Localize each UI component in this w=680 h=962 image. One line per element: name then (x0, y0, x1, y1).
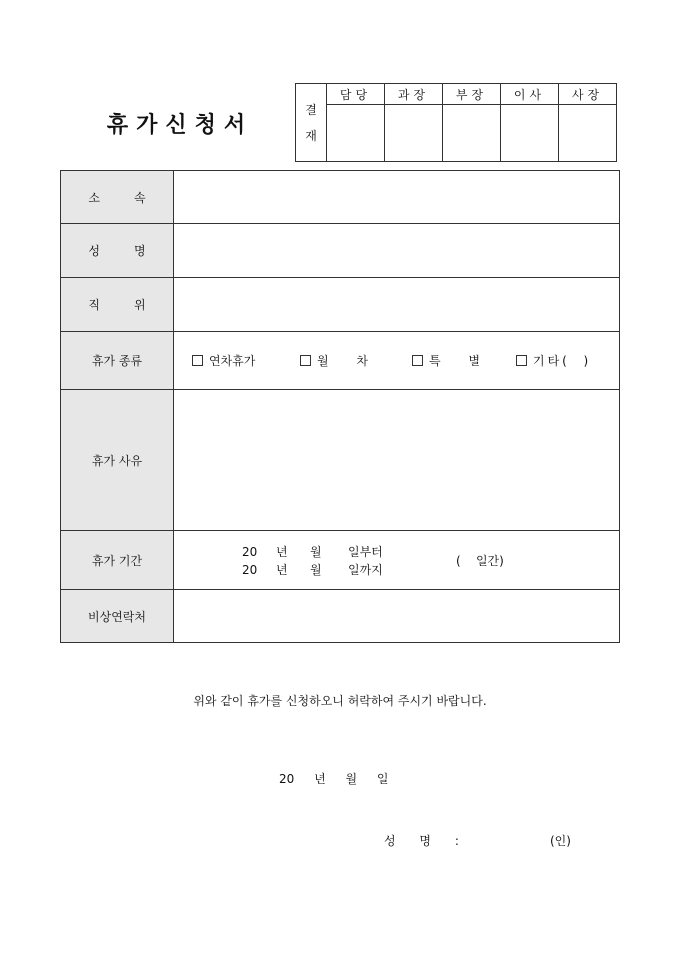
affiliation-field[interactable] (174, 171, 620, 224)
leave-type-special[interactable]: 특 별 (412, 352, 516, 369)
leave-type-label: 휴가 종류 (61, 332, 174, 390)
approval-col-director: 이사 (501, 84, 559, 105)
period-field[interactable] (174, 531, 620, 590)
checkbox-icon[interactable] (300, 355, 311, 366)
period-label: 휴가 기간 (61, 531, 174, 590)
emergency-contact-label: 비상연락처 (61, 590, 174, 643)
document-title: 휴가신청서 (106, 112, 254, 138)
signature-line (384, 832, 584, 849)
approval-col-staff: 담당 (327, 84, 385, 105)
application-date: 20 년 월 일 (279, 772, 389, 786)
period-from-line: 20 년 월 일부터 (242, 545, 383, 559)
position-label: 직위 (61, 278, 174, 332)
leave-type-other[interactable]: 기타( ) (516, 352, 591, 369)
affiliation-label: 소속 (61, 171, 174, 224)
position-field[interactable] (174, 278, 620, 332)
approval-table (295, 83, 617, 162)
leave-form-table (60, 170, 620, 643)
reason-label: 휴가 사유 (61, 390, 174, 531)
checkbox-icon[interactable] (192, 355, 203, 366)
approval-side-char-1: 결 (305, 102, 317, 117)
approval-sign-staff[interactable] (327, 105, 385, 162)
period-to-line: 20 년 월 일까지 (242, 563, 383, 577)
approval-col-section-chief: 과장 (385, 84, 443, 105)
checkbox-icon[interactable] (412, 355, 423, 366)
checkbox-icon[interactable] (516, 355, 527, 366)
reason-field[interactable] (174, 390, 620, 531)
approval-sign-president[interactable] (559, 105, 617, 162)
emergency-contact-field[interactable] (174, 590, 620, 643)
approval-col-president: 사장 (559, 84, 617, 105)
leave-type-annual[interactable]: 연차휴가 (192, 352, 300, 369)
period-days: ( 일간) (456, 554, 504, 568)
approval-sign-section-chief[interactable] (385, 105, 443, 162)
request-statement: 위와 같이 휴가를 신청하오니 허락하여 주시기 바랍니다. (193, 694, 487, 708)
approval-sign-director[interactable] (501, 105, 559, 162)
approval-side-label (296, 84, 327, 162)
approval-sign-dept-head[interactable] (443, 105, 501, 162)
approval-col-dept-head: 부장 (443, 84, 501, 105)
approval-side-char-2: 재 (305, 128, 317, 143)
name-field[interactable] (174, 224, 620, 278)
seal-mark[interactable]: (인) (550, 834, 571, 848)
leave-type-monthly[interactable]: 월 차 (300, 352, 412, 369)
signature-label: 성 명 : (384, 834, 459, 848)
leave-type-options (174, 332, 620, 390)
name-label: 성명 (61, 224, 174, 278)
